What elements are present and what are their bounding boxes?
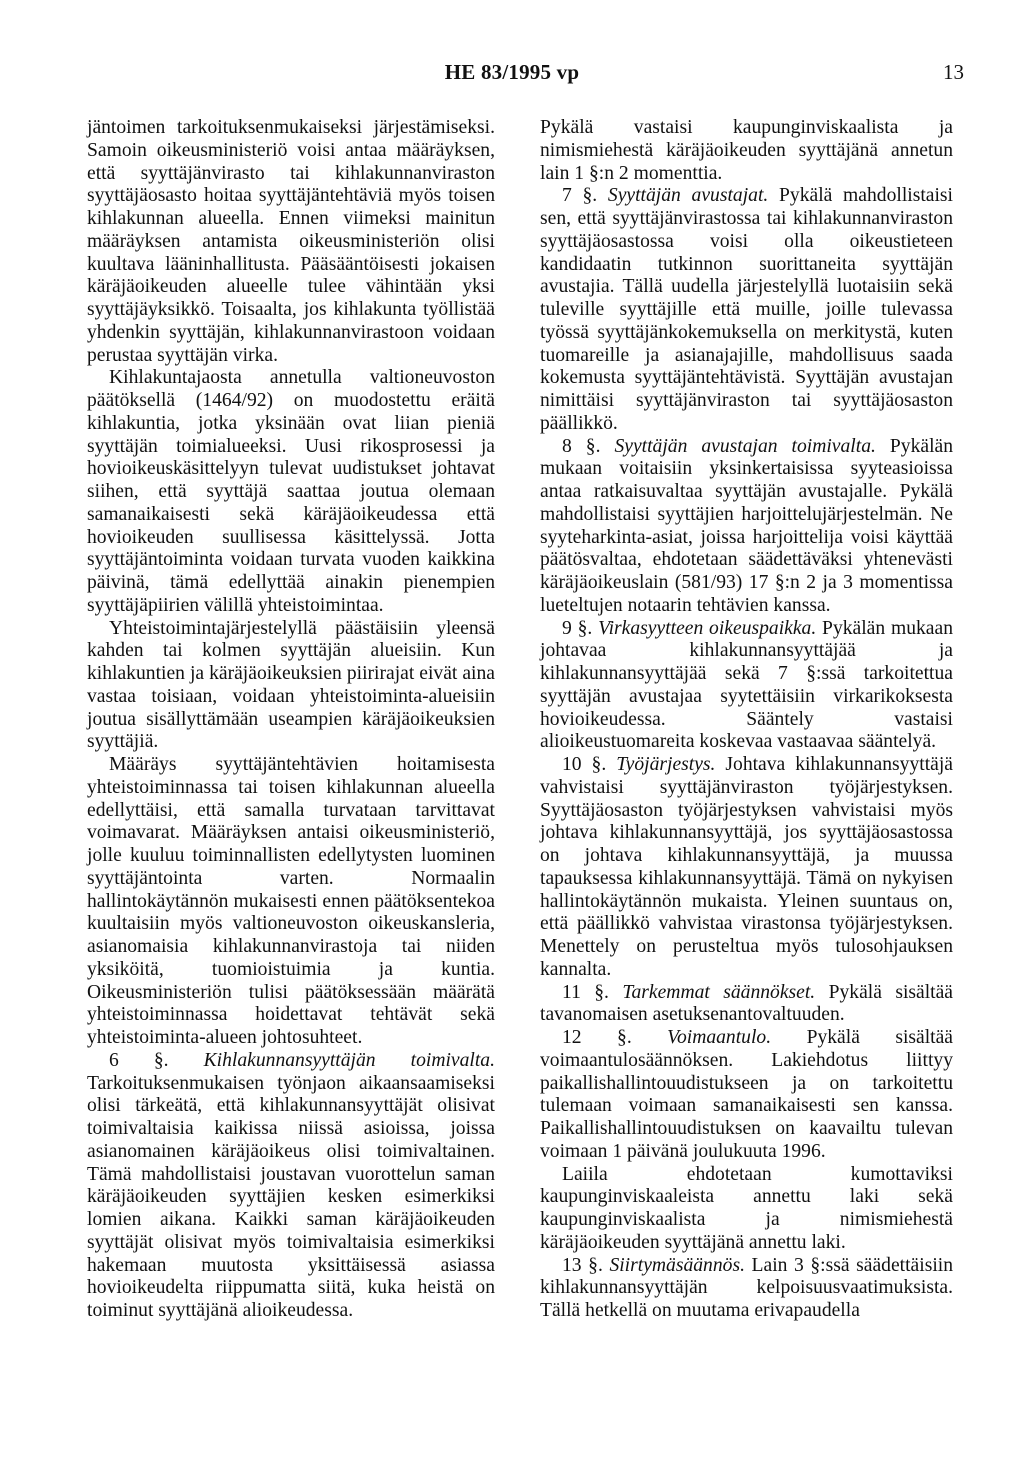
section-paragraph	[540, 754, 953, 982]
page-number: 13	[943, 60, 964, 84]
paragraph-text: Kihlakuntajaosta annetulla valtioneuvoston päätöksellä (1464/92) on muodostettu eräitä kihlakuntia, jotka yksinään ovat liian pieniä syyttäjän toimialueeksi. Uusi rikosprosessi ja hovioikeuskäsittelyyn tulevat uudistukset johtavat siihen, että syyttäjä saattaa joutua olemaan samanaikaisesti sekä käräjäoikeudessa että hovioikeuden suullisessa käsittelyssä. Jotta syyttäjäntoiminta voidaan turvata vuoden kaikkina päivinä, tämä edellyttää ainakin pienempien syyttäjäpiirien välillä yhteistoimintaa.	[87, 367, 495, 616]
section-title: Voimaantulo.	[667, 1027, 772, 1048]
paragraph-text: Pykälän mukaan johtavaa kihlakunnansyyttäjää ja kihlakunnansyyttäjää sekä 7 §:ssä tarkoitettua syyttäjän avustajaa syytettäisiin virkarikoksesta hovioikeudessa. Sääntely vastaisi alioikeustuomareita koskevaa vastaavaa sääntelyä.	[540, 617, 953, 753]
section-number: 9 §.	[562, 617, 593, 639]
paragraph-text: Pykälä vastaisi kaupunginviskaalista ja nimismiehestä käräjäoikeuden syyttäjänä annetun lain 1 §:n 2 momenttia.	[540, 117, 953, 184]
paragraph	[540, 117, 953, 185]
paragraph	[87, 754, 495, 1050]
section-paragraph	[540, 1027, 953, 1164]
paragraph-text: jäntoimen tarkoituksenmukaiseksi järjestämiseksi. Samoin oikeusministeriö voisi antaa määräyksen, että syyttäjänvirasto tai kihlakunnanviraston syyttäjäosasto hoitaa syyttäjäntehtäviä myös toisen kihlakunnan alueella. Ennen viimeksi mainitun määräyksen antamista oikeusministeriön olisi kuultava lääninhallitusta. Pääsääntöisesti jokaisen käräjäoikeuden alueelle tulee vähintään yksi syyttäjäyksikkö. Toisaalta, jos kihlakunta työllistää yhdenkin syyttäjän, kihlakunnanvirastoon voidaan perustaa syyttäjän virka.	[87, 117, 495, 366]
section-paragraph	[540, 1255, 953, 1323]
section-number: 12 §.	[562, 1027, 632, 1048]
section-title: Syyttäjän avustajat.	[607, 185, 769, 207]
section-paragraph	[540, 185, 953, 435]
section-paragraph	[540, 436, 953, 618]
paragraph-text: Määräys syyttäjäntehtävien hoitamisesta yhteistoiminnassa tai toisen kihlakunnan alueella edellyttäisi, että samalla turvataan tarvittavat voimavarat. Määräyksen antaisi oikeusministeriö, jolle kuuluu toiminnallisten edellytysten luominen syyttäjäntointa varten. Normaalin hallintokäytännön mukaisesti ennen päätöksentekoa kuultaisiin myös valtioneuvoston oikeuskansleria, asianomaisia kihlakunnanvirastoja tai niiden yksiköitä, tuomioistuimia ja kuntia. Oikeusministeriön tulisi päätöksessään määrätä yhteistoiminnassa hoidettavat tehtävät sekä yhteistoiminta-alueen johtosuhteet.	[87, 754, 495, 1048]
section-number: 6 §.	[109, 1049, 169, 1071]
section-title: Kihlakunnansyyttäjän toimivalta.	[203, 1049, 495, 1071]
paragraph-text: Yhteistoimintajärjestelyllä päästäisiin yleensä kahden tai kolmen syyttäjän alueisiin. Kun kihlakuntien ja käräjäoikeuksien piirirajat eivät aina vastaa toisiaan, voidaan yhteistoiminta-alueisiin joutua sisällyttämään useampien käräjäoikeuksien syyttäjiä.	[87, 617, 495, 753]
paragraph-text: Tarkoituksenmukaisen työnjaon aikaansaamiseksi olisi tärkeätä, että kihlakunnansyyttäjät olisivat toimivaltaisia kaikissa niissä asioissa, joissa asianomainen käräjäoikeus olisi toimivaltainen. Tämä mahdollistaisi joustavan vuorottelun saman käräjäoikeuden syyttäjien kesken esimerkiksi lomien aikana. Kaikki saman käräjäoikeuden syyttäjät olisivat myös toimivaltaisia esimerkiksi hakemaan muutosta yksittäisessä asiassa hovioikeudelta riippumatta siitä, kuka heistä on toiminut syyttäjänä alioikeudessa.	[87, 1072, 495, 1321]
left-column	[87, 117, 495, 1323]
paragraph	[87, 618, 495, 755]
paragraph-text: Lain 3 §:ssä säädettäisiin kihlakunnansyyttäjän kelpoisuusvaatimuksista. Tällä hetkellä on muutama erivapaudella	[540, 1254, 953, 1321]
paragraph-text: Laiila ehdotetaan kumottaviksi kaupunginviskaaleista annettu laki sekä kaupunginviskaalista ja nimismiehestä käräjäoikeuden syyttäjänä annettu laki.	[540, 1163, 953, 1253]
paragraph	[87, 117, 495, 367]
paragraph	[540, 1164, 953, 1255]
paragraph-text: Pykälä mahdollistaisi sen, että syyttäjänvirastossa tai kihlakunnanviraston syyttäjäosastossa voisi olla oikeustieteen kandidaatin tutkinnon suorittaneita syyttäjän avustajia. Tällä uudella järjestelyllä luotaisiin sekä tuleville syyttäjille että muille, joille tulevassa työssä syyttäjänkokemuksella on merkitystä, kuten tuomareille ja asianajajille, mahdollisuus saada kokemusta syyttäjäntehtävistä. Syyttäjän avustajan nimittäisi syyttäjänviraston tai syyttäjäosaston päällikkö.	[540, 185, 953, 434]
paragraph-text: Pykälä sisältää tavanomaisen asetuksenantovaltuuden.	[540, 981, 954, 1026]
section-number: 7 §.	[562, 185, 598, 207]
paragraph-text: Pykälä sisältää voimaantulosäännöksen. Lakiehdotus liittyy paikallishallintouudistukseen ja on tarkoitettu tulemaan voimaan samanaikaisesti sen kanssa. Paikallishallintouudistuksen on kaavailtu tulevan voimaan 1 päivänä joulukuuta 1996.	[540, 1027, 953, 1162]
section-paragraph	[540, 618, 953, 755]
section-title: Tarkemmat säännökset.	[622, 981, 816, 1003]
page-header	[0, 60, 1024, 94]
section-number: 11 §.	[562, 981, 609, 1003]
paragraph-text: Johtava kihlakunnansyyttäjä vahvistaisi syyttäjänviraston työjärjestyksen. Syyttäjäosaston työjärjestyksen vahvistaisi myös johtava kihlakunnansyyttäjä, jos syyttäjäosastossa on johtava kihlakunnansyyttäjä, ja muussa tapauksessa kihlakunnansyyttäjä. Tämä on nykyisen hallintokäytännön mukaista. Yleinen suuntaus on, että päällikkö vahvistaa virastonsa työjärjestyksen. Menettely on perusteltua myös tulosohjauksen kannalta.	[540, 754, 953, 980]
section-title: Työjärjestys.	[616, 754, 716, 775]
section-title: Syyttäjän avustajan toimivalta.	[614, 435, 876, 457]
section-number: 13 §.	[562, 1254, 603, 1276]
right-column	[540, 117, 953, 1323]
section-paragraph	[87, 1050, 495, 1323]
section-number: 8 §.	[562, 435, 601, 457]
paragraph-text: Pykälän mukaan voitaisiin yksinkertaisissa syyteasioissa antaa ratkaisuvaltaa syyttäjän avustajalle. Pykälä mahdollistaisi syyttäjien harjoittelujärjestelmän. Ne syyteharkinta-asiat, joissa harjoittelija voisi käyttää päätösvaltaa, ehdotetaan säädettäväksi yhtenevästi käräjäoikeuslain (581/93) 17 §:n 2 ja 3 momentissa lueteltujen notaarin tehtävien kanssa.	[540, 435, 953, 616]
section-title: Siirtymäsäännös.	[609, 1254, 745, 1276]
section-number: 10 §.	[562, 754, 607, 775]
section-paragraph	[540, 982, 953, 1028]
document-reference: HE 83/1995 vp	[444, 60, 580, 84]
paragraph	[87, 367, 495, 617]
section-title: Virkasyytteen oikeuspaikka.	[598, 617, 817, 639]
